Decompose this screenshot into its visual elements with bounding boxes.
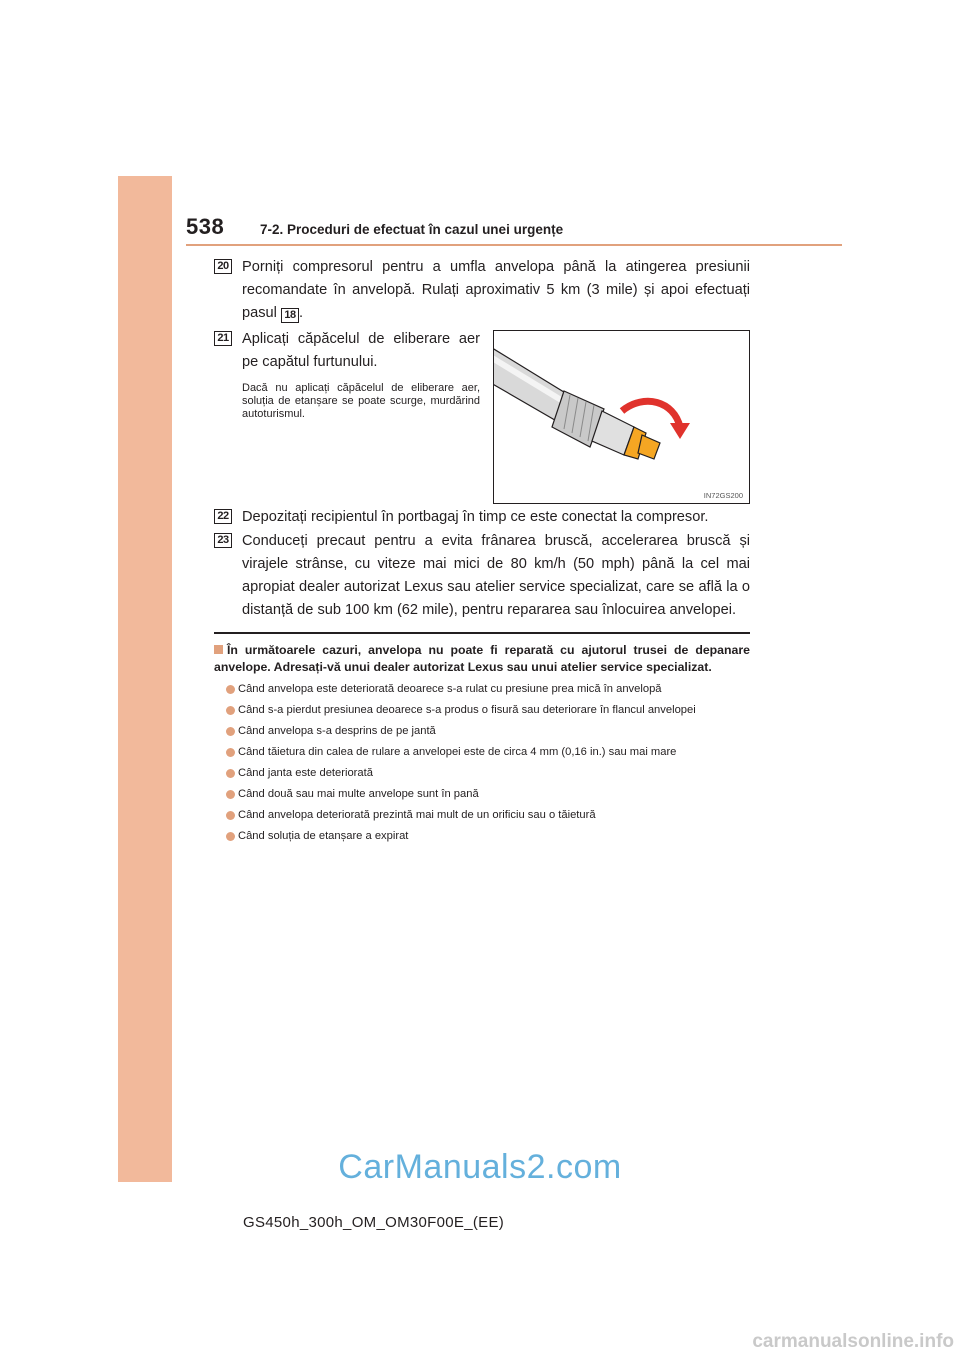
list-item: Când anvelopa deteriorată prezintă mai mult de un orificiu sau o tăietură [226,808,750,823]
bullet-dot-icon [226,727,235,736]
info-divider [214,632,750,634]
step-badge: 22 [214,509,232,524]
header-divider [186,244,842,246]
bullet-dot-icon [226,769,235,778]
hose-cap-drawing [494,331,750,504]
list-item: Când anvelopa este deteriorată deoarece s-a rulat cu presiune prea mică în anvelopă [226,682,750,697]
bullet-dot-icon [226,748,235,757]
list-item: Când janta este deteriorată [226,766,750,781]
step-badge: 23 [214,533,232,548]
step-text: Depozitați recipientul în portbagaj în timp ce este conectat la compresor. [242,509,709,525]
figure-code: IN72GS200 [703,491,743,500]
step-text: Aplicați căpăcelul de eliberare aer pe capătul furtunului. [242,331,480,370]
page-header [186,214,842,248]
info-bullet-list [226,682,750,850]
step-note: Dacă nu aplicați căpăcelul de eliberare aer, soluția de etanșare se poate scurge, murdărind autoturismul. [242,382,480,420]
bullet-dot-icon [226,706,235,715]
step-reference-badge: 18 [281,308,299,323]
list-item: Când soluția de etanșare a expirat [226,829,750,844]
list-item: Când anvelopa s-a desprins de pe jantă [226,724,750,739]
bullet-dot-icon [226,790,235,799]
step-text: Conduceți precaut pentru a evita frânarea bruscă, accelerarea bruscă și virajele strânse, cu viteze mai mici de 80 km/h (50 mph) până la cel mai apropiat dealer autorizat Lexus sau atelier service specializat, care se află la o distanță de sub 100 km (62 mile), pentru repararea sau înlocuirea anvelopei. [242,533,750,618]
bullet-dot-icon [226,832,235,841]
step-22 [214,506,750,529]
list-item: Când tăietura din calea de rulare a anvelopei este de circa 4 mm (0,16 in.) sau mai mare [226,745,750,760]
step-text: Porniți compresorul pentru a umfla anvelopa până la atingerea presiunii recomandate în anvelopă. Rulați aproximativ 5 km (3 mile) și apoi efectuați pasul 18 . [242,259,750,321]
hose-cap-illustration [493,330,750,504]
square-bullet-icon [214,645,223,654]
bullet-dot-icon [226,685,235,694]
info-heading: În următoarele cazuri, anvelopa nu poate fi reparată cu ajutorul trusei de depanare anvelope. Adresați-vă unui dealer autorizat Lexus sau unui atelier service specializat. [214,643,750,674]
side-tab-band [118,176,172,1182]
step-badge: 21 [214,331,232,346]
step-23 [214,530,750,622]
page-number: 538 [186,214,225,239]
corner-watermark: carmanualsonline.info [752,1331,954,1352]
list-item: Când două sau mai multe anvelope sunt în pană [226,787,750,802]
list-item: Când s-a pierdut presiunea deoarece s-a produs o fisură sau deteriorare în flancul anvelopei [226,703,750,718]
section-title: 7-2. Proceduri de efectuat în cazul unei urgențe [260,222,564,237]
watermark-link[interactable]: CarManuals2.com [338,1148,622,1186]
document-code: GS450h_300h_OM_OM30F00E_(EE) [243,1214,505,1231]
step-20 [214,256,750,325]
bullet-dot-icon [226,811,235,820]
step-badge: 20 [214,259,232,274]
